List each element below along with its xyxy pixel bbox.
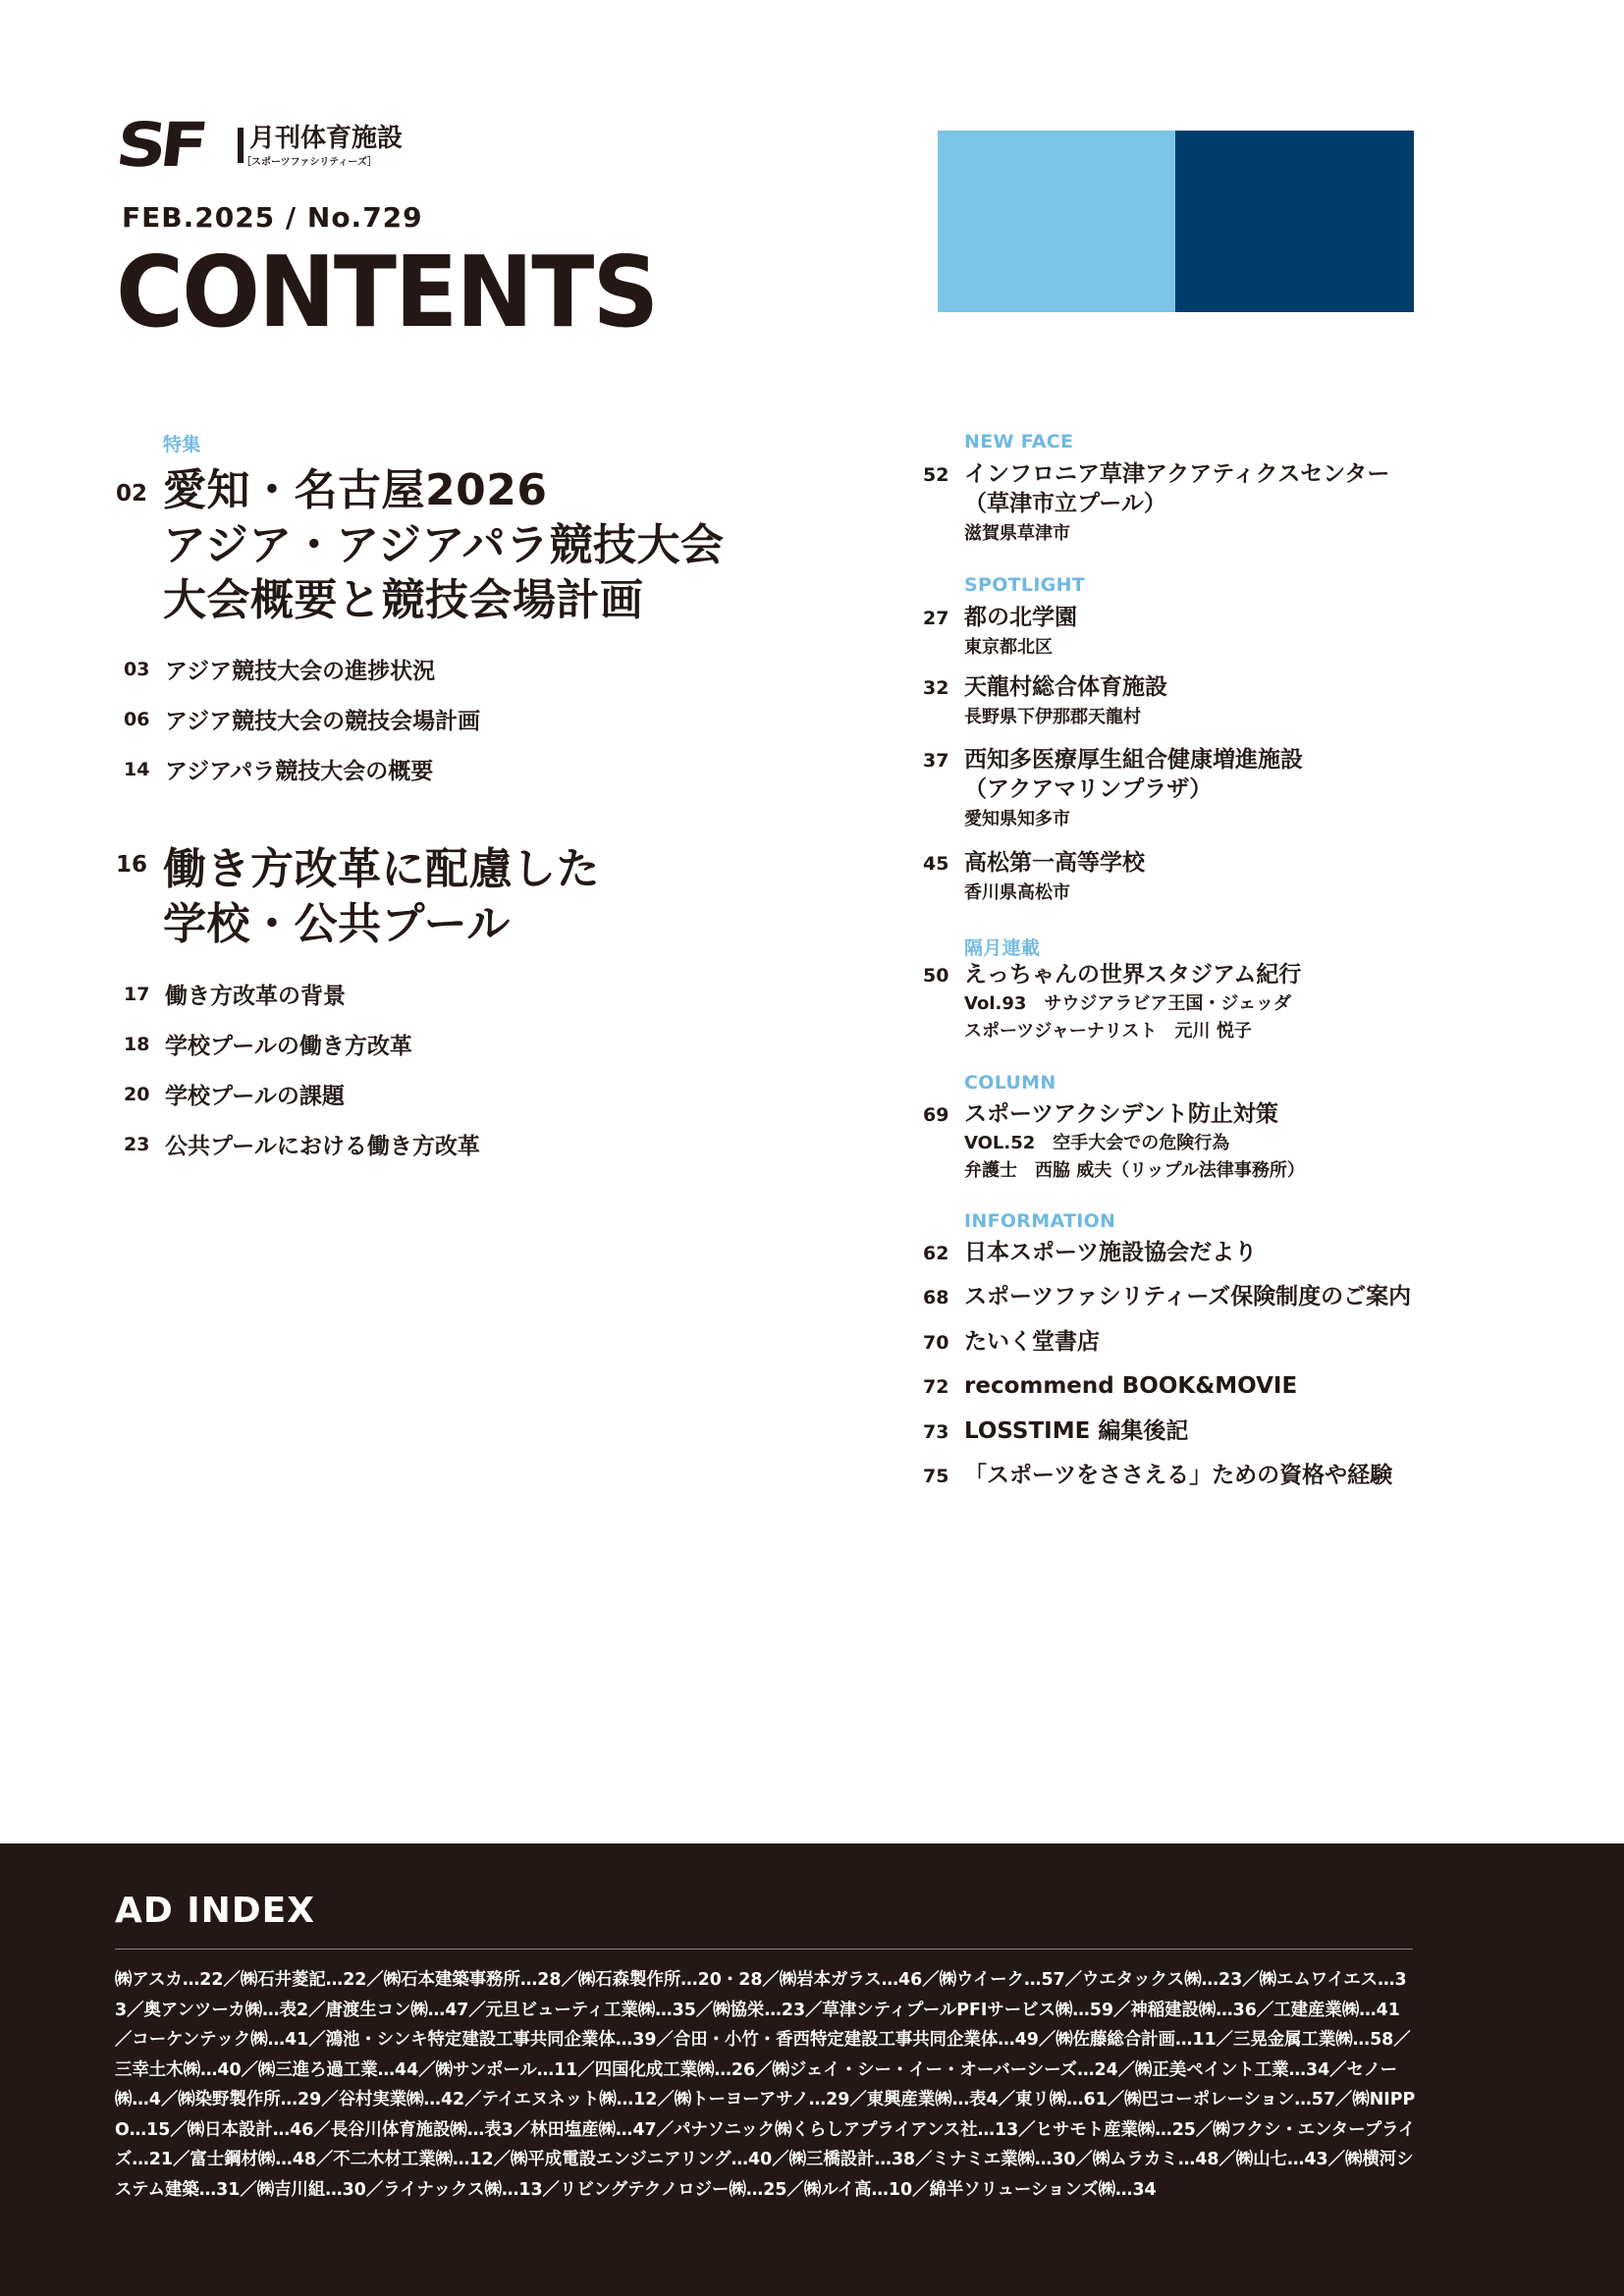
toc-page: 17 [124, 984, 150, 1005]
toc-page: 75 [923, 1466, 949, 1487]
toc-title: LOSSTIME 編集後記 [964, 1418, 1189, 1444]
light-blue-block [938, 131, 1175, 312]
feature-2-page: 16 [116, 852, 148, 878]
feature-1-line-2: アジア・アジアパラ競技大会 [163, 520, 725, 570]
toc-page: 14 [124, 759, 150, 780]
ad-index-title: AD INDEX [115, 1891, 316, 1931]
issue-number: FEB.2025 / No.729 [122, 201, 423, 234]
toc-page: 03 [124, 659, 150, 680]
toc-page: 72 [923, 1376, 949, 1398]
toc-page: 69 [923, 1104, 949, 1126]
toc-page: 20 [124, 1084, 150, 1105]
logo-mark: SF [112, 109, 206, 181]
toc-page: 06 [124, 709, 150, 730]
toc-title: スポーツアクシデント防止対策 [964, 1101, 1278, 1127]
logo-title: 月刊体育施設 [249, 124, 404, 153]
toc-location: 滋賀県草津市 [964, 523, 1070, 544]
ad-index-panel [0, 1843, 1624, 2296]
logo-subtitle: ［スポーツファシリティーズ］ [242, 157, 377, 168]
toc-title: アジアパラ競技大会の概要 [165, 759, 434, 784]
toc-page: 68 [923, 1287, 949, 1308]
toc-subtitle: Vol.93 サウジアラビア王国・ジェッダ [964, 993, 1292, 1014]
toc-title: 都の北学園 [964, 605, 1077, 630]
new-face-label: NEW FACE [964, 431, 1074, 453]
toc-author: スポーツジャーナリスト 元川 悦子 [964, 1021, 1252, 1041]
toc-title: えっちゃんの世界スタジアム紀行 [964, 962, 1302, 988]
magazine-logo [112, 109, 404, 181]
toc-page: 18 [124, 1034, 150, 1055]
ad-index-list: ㈱アスカ…22／㈱石井菱記…22／㈱石本建築事務所…28／㈱石森製作所…20・28／㈱岩本ガラス…46／㈱ウイーク…57／ウエタックス㈱…23／㈱エムワイエス…33／奥アンツーカ㈱…表2／唐渡生コン㈱…47／元旦ビューティ工業㈱…35／㈱協栄…23／草津シティプールPFIサービス㈱…59／神稲建設㈱…36／工建産業㈱…41／コーケンテック㈱…41／鴻池・シンキ特定建設工事共同企業体…39／合田・小竹・香西特定建設工事共同企業体…49／㈱佐藤総合計画…11／三晃金属工業㈱…58／三幸土木㈱…40／㈱三進ろ過工業…44／㈱サンポール…11／四国化成工業㈱…26／㈱ジェイ・シー・イー・オーバーシーズ…24／㈱正美ペイント工業…34／セノー㈱…4／㈱染野製作所…29／谷村実業㈱…42／テイエヌネット㈱…12／㈱トーヨーアサノ…29／東興産業㈱…表4／東リ㈱…61／㈱巴コーポレーション…57／㈱NIPPO…15／㈱日本設計…46／長谷川体育施設㈱…表3／林田塩産㈱…47／パナソニック㈱くらしアプライアンス社…13／ヒサモト産業㈱…25／㈱フクシ・エンタープライズ…21／富士鋼材㈱…48／不二木材工業㈱…12／㈱平成電設エンジニアリング…40／㈱三橋設計…38／ミナミエ業㈱…30／㈱ムラカミ…48／㈱山七…43／㈱横河システム建築…31／㈱吉川組…30／ライナックス㈱…13／リビングテクノロジー㈱…25／㈱ルイ高…10／綿半ソリューションズ㈱…34 [115, 1970, 1416, 2200]
toc-page: 50 [923, 965, 949, 987]
toc-page: 45 [923, 853, 949, 875]
toc-title: 「スポーツをささえる」ための資格や経験 [964, 1463, 1393, 1488]
toc-title: 日本スポーツ施設協会だより [964, 1240, 1258, 1265]
feature-1-title[interactable] [163, 463, 724, 628]
toc-title: アジア競技大会の競技会場計画 [165, 709, 481, 734]
toc-page: 73 [923, 1421, 949, 1443]
toc-title: 高松第一高等学校 [964, 850, 1145, 876]
toc-title: 働き方改革の背景 [165, 984, 346, 1009]
toc-page: 23 [124, 1134, 150, 1155]
toc-title: 天龍村総合体育施設 [964, 674, 1167, 700]
toc-location: 東京都北区 [964, 637, 1053, 658]
toc-location: 香川県高松市 [964, 882, 1070, 903]
feature-1-line-3: 大会概要と競技会場計画 [163, 575, 644, 625]
toc-title: インフロニア草津アクアティクスセンター [964, 461, 1390, 487]
toc-location: 愛知県知多市 [964, 809, 1070, 829]
toc-page: 52 [923, 464, 949, 486]
feature-2-line-1: 働き方改革に配慮した [163, 844, 600, 894]
toc-page: 70 [923, 1332, 949, 1354]
toc-page: 32 [923, 677, 949, 699]
toc-title: アジア競技大会の進捗状況 [165, 659, 436, 684]
toc-page: 37 [923, 750, 949, 772]
toc-title: 公共プールにおける働き方改革 [165, 1134, 480, 1159]
page-title: CONTENTS [116, 235, 658, 349]
feature-label: 特集 [163, 434, 201, 455]
toc-author: 弁護士 西脇 威夫（リップル法律事務所） [964, 1160, 1305, 1181]
information-label: INFORMATION [964, 1210, 1116, 1232]
toc-location: 長野県下伊那郡天龍村 [964, 707, 1141, 727]
toc-title-line-2: （草津市立プール） [964, 491, 1166, 516]
toc-title: スポーツファシリティーズ保険制度のご案内 [964, 1284, 1412, 1309]
toc-title-line-2: （アクアマリンプラザ） [964, 776, 1213, 802]
serial-label: 隔月連載 [964, 937, 1041, 959]
feature-1-page: 02 [116, 481, 148, 507]
dark-blue-block [1175, 131, 1414, 312]
feature-1-line-1: 愛知・名古屋2026 [163, 465, 548, 515]
spotlight-label: SPOTLIGHT [964, 574, 1086, 596]
feature-2-title[interactable] [163, 842, 600, 952]
toc-subtitle: VOL.52 空手大会での危険行為 [964, 1133, 1230, 1153]
toc-page: 62 [923, 1243, 949, 1264]
feature-2-line-2: 学校・公共プール [163, 899, 511, 949]
column-label: COLUMN [964, 1072, 1056, 1094]
toc-title: 学校プールの働き方改革 [165, 1034, 412, 1059]
toc-title: たいく堂書店 [964, 1329, 1100, 1355]
toc-title: recommend BOOK&MOVIE [964, 1373, 1298, 1399]
toc-page: 27 [923, 608, 949, 629]
toc-title: 西知多医療厚生組合健康増進施設 [964, 747, 1303, 773]
toc-title: 学校プールの課題 [165, 1084, 345, 1109]
